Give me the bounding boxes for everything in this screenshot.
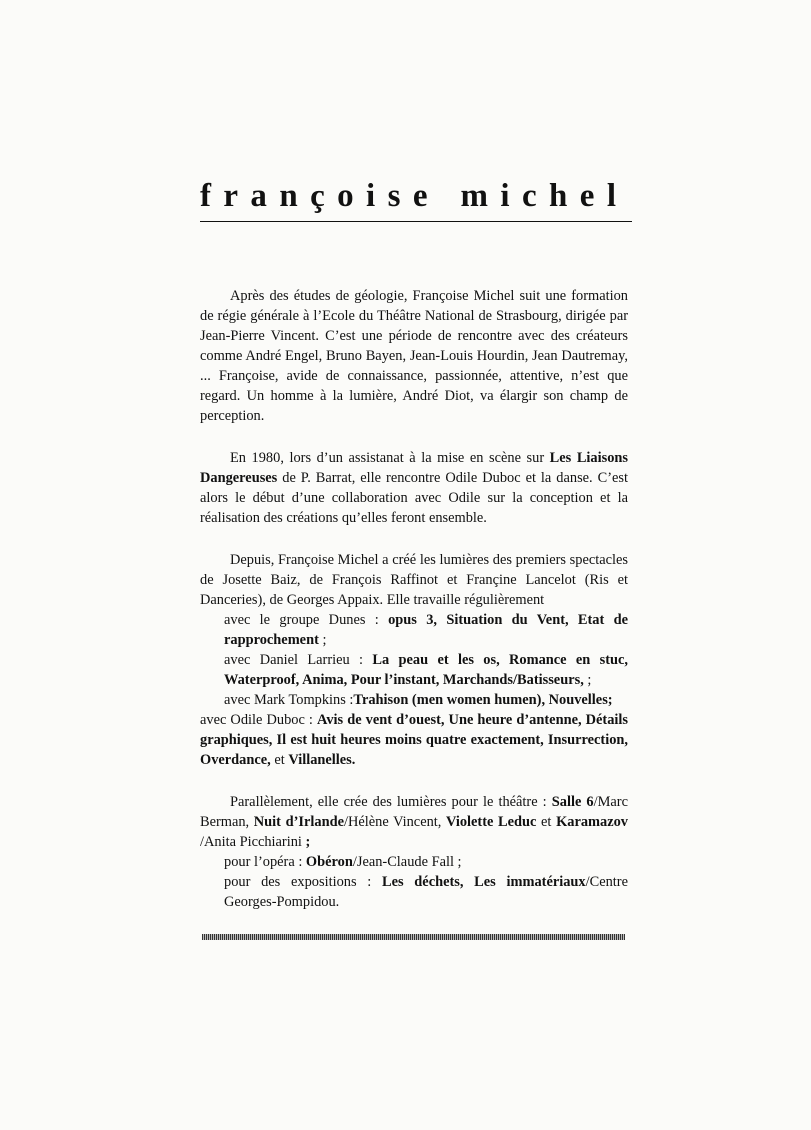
collab-duboc: avec Odile Duboc : Avis de vent d’ouest, Une heure d’antenne, Détails graphiques, Il est huit heures moins quatre exactement, Insurrection, Overdance, et Villanelles. [200,712,628,768]
paragraph-education: Après des études de géologie, Françoise Michel suit une formation de régie générale à l’Ecole du Théâtre National de Strasbourg, dirigée par Jean-Pierre Vincent. C’est une période de rencontre avec des créateurs comme André Engel, Bruno Bayen, Jean-Louis Hourdin, Jean Dautremay, ... Françoise, avide de connaissance, passionnée, attentive, n’est que regard. Un homme à la lumière, André Diot, va élargir son champ de perception. [200,288,628,424]
paragraph-theatre-works: Parallèlement, elle crée des lumières pour le théâtre : Salle 6/Marc Berman, Nuit d’Irlande/Hélène Vincent, Violette Leduc et Karamazov /Anita Picchiarini ; pour l’opéra : Obéron/Jean-Claude Fall ; pour des expositions : Les déchets, Les immatériaux/Centre Georges-Pompidou. [200,794,628,910]
collab-larrieu: avec Daniel Larrieu : La peau et les os, Romance en stuc, Waterproof, Anima, Pour l’instant, Marchands/Batisseurs, ; [224,652,628,688]
title-underline [200,221,632,222]
biography-text [200,286,628,934]
bottom-divider [202,934,625,940]
opera-line: pour l’opéra : Obéron/Jean-Claude Fall ; [224,854,462,870]
exhibition-line: pour des expositions : Les déchets, Les immatériaux/Centre Georges-Pompidou. [224,874,628,910]
paragraph-dance-works: Depuis, Françoise Michel a créé les lumières des premiers spectacles de Josette Baiz, de François Raffinot et Françine Lancelot (Ris et Danceries), de Georges Appaix. Elle travaille régulièrement avec le groupe Dunes : opus 3, Situation du Vent, Etat de rapprochement ; avec Daniel Larrieu : La peau et les os, Romance en stuc, Waterproof, Anima, Pour l’instant, Marchands/Batisseurs, ; avec Mark Tompkins :Trahison (men women humen), Nouvelles; avec Odile Duboc : Avis de vent d’ouest, Une heure d’antenne, Détails graphiques, Il est huit heures moins quatre exactement, Insurrection, Overdance, et Villanelles. [200,552,629,768]
collab-tompkins: avec Mark Tompkins :Trahison (men women humen), Nouvelles; [224,692,613,708]
collab-dunes: avec le groupe Dunes : opus 3, Situation du Vent, Etat de rapprochement ; [224,612,629,648]
work-title: Les Liaisons Dangereuses [200,450,629,486]
paragraph-odile-duboc: En 1980, lors d’un assistanat à la mise en scène sur Les Liaisons Dangereuses de P. Barrat, elle rencontre Odile Duboc et la danse. C’est alors le début d’une collaboration avec Odile sur la conception et la réalisation des créations qu’elles feront ensemble. [200,450,629,526]
page-title: françoise michel [200,178,629,214]
